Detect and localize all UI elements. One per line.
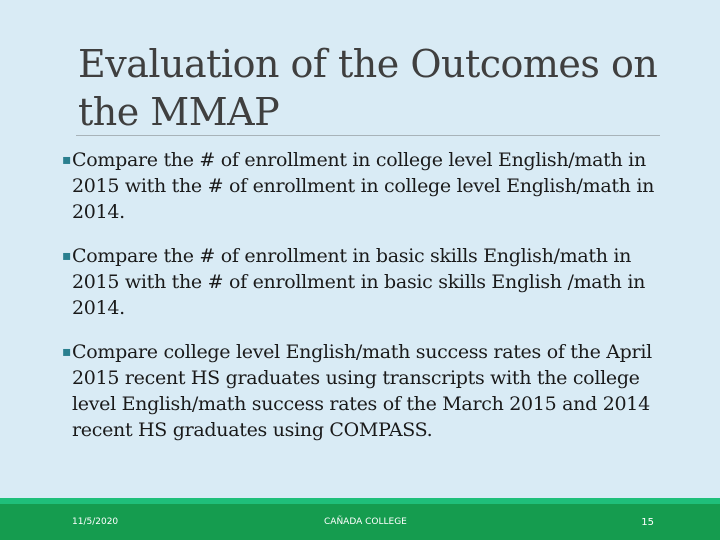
bullet-text: Compare the # of enrollment in basic skills English/math in 2015 with the # of enrollment in basic skills English /math in 2014. (72, 245, 646, 319)
bullet-item (60, 147, 670, 225)
bullet-text: Compare the # of enrollment in college level English/math in 2015 with the # of enrollment in college level English/math in 2014. (72, 149, 655, 223)
square-bullet-icon (62, 243, 71, 269)
bullet-item (60, 339, 670, 443)
footer-college-name: CAÑADA COLLEGE (324, 517, 407, 527)
footer-date: 11/5/2020 (72, 517, 119, 527)
bullet-item (60, 243, 670, 321)
footer-bar (0, 504, 720, 540)
title-divider (76, 135, 660, 136)
bullet-text: Compare college level English/math success rates of the April 2015 recent HS graduates using transcripts with the college level English/math success rates of the March 2015 and 2014 recent HS graduates using COMPASS. (72, 341, 652, 441)
slide-title: Evaluation of the Outcomes on the MMAP (78, 42, 658, 134)
bullet-list (60, 147, 670, 461)
footer-page-number: 15 (641, 517, 654, 528)
square-bullet-icon (62, 147, 71, 173)
square-bullet-icon (62, 339, 71, 365)
